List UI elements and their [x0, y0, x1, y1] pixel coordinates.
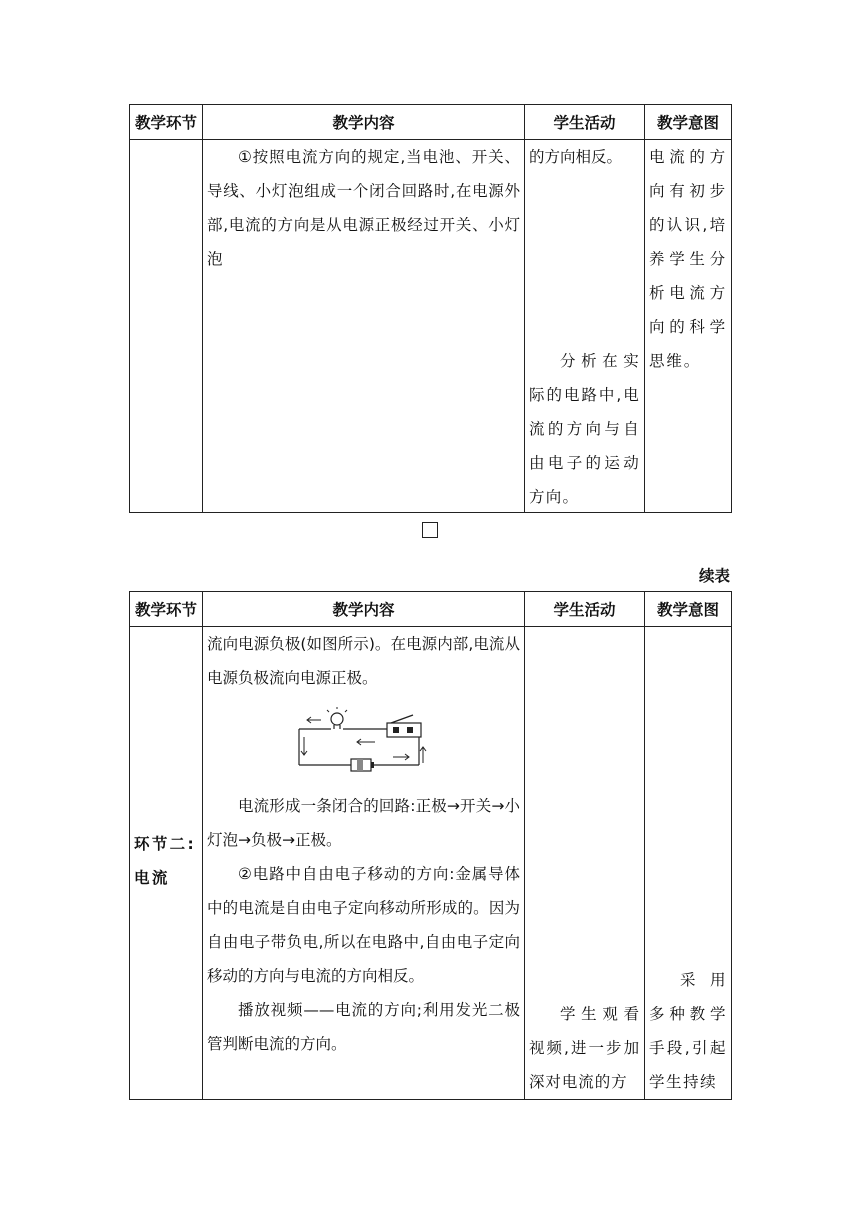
activity-top-text: 的方向相反。	[529, 148, 623, 166]
stage-label: 环节二:电流	[134, 835, 196, 887]
header-activity: 学生活动	[525, 105, 645, 140]
current-arrow-icons	[301, 717, 426, 763]
header-content: 教学内容	[203, 592, 525, 627]
content-paragraph-4: 播放视频——电流的方向;利用发光二极管判断电流的方向。	[207, 1001, 520, 1053]
intent-cell	[645, 140, 732, 513]
circuit-diagram	[295, 707, 427, 777]
switch-icon	[387, 715, 421, 737]
intent-text: 采用多种教学手段,引起学生持续	[649, 971, 727, 1091]
table-header-row	[130, 592, 732, 627]
header-stage: 教学环节	[130, 592, 203, 627]
header-stage: 教学环节	[130, 105, 203, 140]
stage-cell	[130, 627, 203, 1100]
content-cell	[203, 627, 525, 1100]
header-content: 教学内容	[203, 105, 525, 140]
content-paragraph-3: ②电路中自由电子移动的方向:金属导体中的电流是自由电子定向移动所形成的。因为自由电子带负电,所以在电路中,自由电子定向移动的方向与电流的方向相反。	[207, 865, 520, 985]
stage-cell	[130, 140, 203, 513]
content-paragraph: ①按照电流方向的规定,当电池、开关、导线、小灯泡组成一个闭合回路时,在电源外部,电流的方向是从电源正极经过开关、小灯泡	[207, 148, 520, 268]
activity-cell	[525, 627, 645, 1100]
continued-label: 续表	[698, 567, 730, 585]
table-row	[130, 627, 732, 1100]
table-row	[130, 140, 732, 513]
lesson-table-1	[129, 104, 732, 513]
battery-icon	[351, 759, 374, 771]
header-intent: 教学意图	[645, 105, 732, 140]
activity-cell	[525, 140, 645, 513]
intent-cell	[645, 627, 732, 1100]
activity-text: 学生观看视频,进一步加深对电流的方	[529, 1005, 640, 1091]
header-activity: 学生活动	[525, 592, 645, 627]
intent-text: 电流的方向有初步的认识,培养学生分析电流方向的科学思维。	[649, 148, 727, 370]
bulb-icon	[327, 707, 347, 729]
content-cell	[203, 140, 525, 513]
lesson-table-2	[129, 591, 732, 1100]
content-paragraph-2: 电流形成一条闭合的回路:正极→开关→小灯泡→负极→正极。	[207, 797, 520, 849]
activity-bottom-text: 分析在实际的电路中,电流的方向与自由电子的运动方向。	[529, 352, 640, 506]
content-paragraph-1: 流向电源负极(如图所示)。在电源内部,电流从电源负极流向电源正极。	[207, 635, 520, 687]
header-intent: 教学意图	[645, 592, 732, 627]
table-header-row	[130, 105, 732, 140]
page-break-box	[422, 522, 438, 538]
